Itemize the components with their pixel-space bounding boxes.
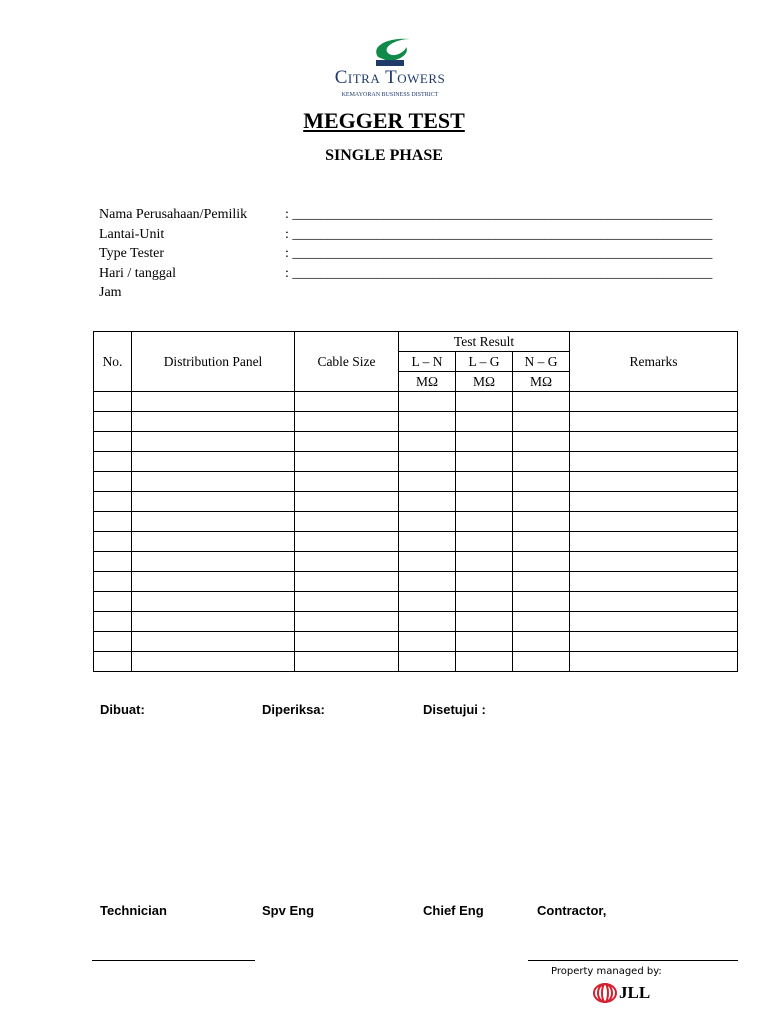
field-value[interactable]: : ____________________________________________________________ bbox=[285, 246, 713, 261]
table-row bbox=[94, 412, 738, 432]
field-label: Jam bbox=[99, 285, 122, 300]
table-cell[interactable] bbox=[456, 492, 513, 512]
unit-ng: MΩ bbox=[513, 372, 570, 392]
col-no: No. bbox=[94, 332, 132, 392]
page-subtitle: SINGLE PHASE bbox=[325, 147, 443, 164]
table-cell[interactable] bbox=[570, 432, 738, 452]
table-row bbox=[94, 592, 738, 612]
table-row bbox=[94, 512, 738, 532]
table-cell[interactable] bbox=[399, 612, 456, 632]
table-cell[interactable] bbox=[295, 412, 399, 432]
chief-label: Chief Eng bbox=[423, 903, 484, 918]
table-cell[interactable] bbox=[513, 512, 570, 532]
signature-line-technician bbox=[92, 960, 255, 961]
table-cell[interactable] bbox=[94, 632, 132, 652]
table-cell[interactable] bbox=[132, 552, 295, 572]
table-cell[interactable] bbox=[399, 492, 456, 512]
table-cell[interactable] bbox=[132, 432, 295, 452]
table-cell[interactable] bbox=[94, 392, 132, 412]
table-row bbox=[94, 432, 738, 452]
disetujui-label: Disetujui : bbox=[423, 702, 486, 717]
table-cell[interactable] bbox=[94, 612, 132, 632]
jll-logo bbox=[592, 983, 662, 1003]
table-cell[interactable] bbox=[456, 472, 513, 492]
signature-line-contractor bbox=[528, 960, 738, 961]
field-label: Type Tester bbox=[99, 246, 165, 261]
jll-text: JLL bbox=[619, 983, 651, 1002]
unit-lg: MΩ bbox=[456, 372, 513, 392]
table-cell[interactable] bbox=[399, 652, 456, 672]
table-cell[interactable] bbox=[513, 552, 570, 572]
table-cell[interactable] bbox=[513, 392, 570, 412]
table-row bbox=[94, 392, 738, 412]
table-cell[interactable] bbox=[94, 452, 132, 472]
table-row bbox=[94, 612, 738, 632]
table-cell[interactable] bbox=[570, 632, 738, 652]
table-cell[interactable] bbox=[513, 632, 570, 652]
field-row bbox=[99, 284, 739, 303]
table-cell[interactable] bbox=[399, 452, 456, 472]
spv-label: Spv Eng bbox=[262, 903, 315, 918]
col-ln: L – N bbox=[399, 352, 456, 372]
table-cell[interactable] bbox=[570, 592, 738, 612]
table-cell[interactable] bbox=[295, 452, 399, 472]
table-cell[interactable] bbox=[570, 412, 738, 432]
table-cell[interactable] bbox=[399, 412, 456, 432]
field-row bbox=[99, 245, 739, 264]
table-cell[interactable] bbox=[399, 572, 456, 592]
table-cell[interactable] bbox=[295, 432, 399, 452]
col-remarks: Remarks bbox=[570, 332, 738, 392]
table-row bbox=[94, 652, 738, 672]
table-cell[interactable] bbox=[456, 572, 513, 592]
table-cell[interactable] bbox=[513, 452, 570, 472]
table-cell[interactable] bbox=[399, 552, 456, 572]
dibuat-label: Dibuat: bbox=[100, 702, 145, 717]
col-ng: N – G bbox=[513, 352, 570, 372]
table-cell[interactable] bbox=[94, 492, 132, 512]
logo-swoosh-icon bbox=[310, 36, 470, 68]
table-cell[interactable] bbox=[570, 492, 738, 512]
table-cell[interactable] bbox=[570, 612, 738, 632]
table-cell[interactable] bbox=[295, 492, 399, 512]
table-cell[interactable] bbox=[132, 392, 295, 412]
table-cell[interactable] bbox=[295, 612, 399, 632]
table-cell[interactable] bbox=[295, 392, 399, 412]
table-cell[interactable] bbox=[399, 512, 456, 532]
table-cell[interactable] bbox=[513, 652, 570, 672]
table-cell[interactable] bbox=[132, 492, 295, 512]
field-label: Lantai-Unit bbox=[99, 226, 165, 242]
field-row bbox=[99, 206, 739, 225]
table-cell[interactable] bbox=[456, 612, 513, 632]
table-cell[interactable] bbox=[295, 512, 399, 532]
field-value[interactable]: : ____________________________________________________________ bbox=[285, 265, 713, 281]
table-cell[interactable] bbox=[570, 552, 738, 572]
field-row bbox=[99, 226, 739, 245]
table-cell[interactable] bbox=[456, 392, 513, 412]
table-cell[interactable] bbox=[513, 432, 570, 452]
table-cell[interactable] bbox=[132, 612, 295, 632]
table-cell[interactable] bbox=[513, 472, 570, 492]
jll-rings-icon bbox=[592, 983, 618, 1003]
table-row bbox=[94, 452, 738, 472]
table-cell[interactable] bbox=[513, 412, 570, 432]
table-cell[interactable] bbox=[399, 592, 456, 612]
table-cell[interactable] bbox=[94, 532, 132, 552]
table-cell[interactable] bbox=[570, 532, 738, 552]
table-cell[interactable] bbox=[456, 452, 513, 472]
table-cell[interactable] bbox=[456, 532, 513, 552]
col-lg: L – G bbox=[456, 352, 513, 372]
table-cell[interactable] bbox=[132, 572, 295, 592]
field-value[interactable]: : ____________________________________________________________ bbox=[285, 226, 713, 242]
page-title: MEGGER TEST bbox=[303, 108, 465, 133]
table-cell[interactable] bbox=[295, 592, 399, 612]
table-cell[interactable] bbox=[570, 652, 738, 672]
table-cell[interactable] bbox=[94, 512, 132, 532]
table-cell[interactable] bbox=[132, 452, 295, 472]
table-cell[interactable] bbox=[295, 552, 399, 572]
table-cell[interactable] bbox=[94, 572, 132, 592]
table-cell[interactable] bbox=[399, 392, 456, 412]
table-cell[interactable] bbox=[570, 512, 738, 532]
table-cell[interactable] bbox=[132, 652, 295, 672]
table-cell[interactable] bbox=[132, 512, 295, 532]
table-cell[interactable] bbox=[456, 632, 513, 652]
table-cell[interactable] bbox=[295, 652, 399, 672]
table-cell[interactable] bbox=[513, 532, 570, 552]
field-value[interactable]: : ____________________________________________________________ bbox=[285, 207, 713, 222]
table-cell[interactable] bbox=[132, 472, 295, 492]
table-cell[interactable] bbox=[295, 632, 399, 652]
logo-subtitle: KEMAYORAN BUSINESS DISTRICT bbox=[341, 92, 439, 98]
contractor-label: Contractor, bbox=[537, 903, 607, 918]
table-cell[interactable] bbox=[295, 572, 399, 592]
table-row bbox=[94, 572, 738, 592]
table-cell[interactable] bbox=[570, 392, 738, 412]
table-cell[interactable] bbox=[456, 592, 513, 612]
field-label: Nama Perusahaan/Pemilik bbox=[99, 207, 248, 222]
field-label: Hari / tanggal bbox=[99, 265, 176, 281]
table-cell[interactable] bbox=[513, 612, 570, 632]
table-cell[interactable] bbox=[456, 432, 513, 452]
table-cell[interactable] bbox=[570, 472, 738, 492]
col-panel: Distribution Panel bbox=[132, 332, 295, 392]
table-cell[interactable] bbox=[456, 652, 513, 672]
table-cell[interactable] bbox=[94, 432, 132, 452]
table-cell[interactable] bbox=[399, 472, 456, 492]
table-cell[interactable] bbox=[570, 572, 738, 592]
table-row bbox=[94, 492, 738, 512]
table-cell[interactable] bbox=[132, 592, 295, 612]
table-cell[interactable] bbox=[94, 652, 132, 672]
table-cell[interactable] bbox=[132, 412, 295, 432]
table-cell[interactable] bbox=[456, 512, 513, 532]
table-row bbox=[94, 532, 738, 552]
unit-ln: MΩ bbox=[399, 372, 456, 392]
diperiksa-label: Diperiksa: bbox=[262, 702, 325, 717]
table-cell[interactable] bbox=[513, 572, 570, 592]
table-cell[interactable] bbox=[399, 432, 456, 452]
logo-brand: Citra Towers bbox=[334, 67, 446, 88]
table-cell[interactable] bbox=[132, 532, 295, 552]
megger-table bbox=[93, 331, 738, 672]
table-row bbox=[94, 552, 738, 572]
table-cell[interactable] bbox=[399, 532, 456, 552]
table-cell[interactable] bbox=[94, 552, 132, 572]
table-cell[interactable] bbox=[570, 452, 738, 472]
technician-label: Technician bbox=[100, 903, 167, 918]
table-cell[interactable] bbox=[513, 492, 570, 512]
table-cell[interactable] bbox=[456, 552, 513, 572]
table-row bbox=[94, 632, 738, 652]
table-cell[interactable] bbox=[94, 472, 132, 492]
table-cell[interactable] bbox=[513, 592, 570, 612]
table-cell[interactable] bbox=[399, 632, 456, 652]
table-row bbox=[94, 472, 738, 492]
table-cell[interactable] bbox=[295, 532, 399, 552]
field-row bbox=[99, 265, 739, 284]
citra-towers-logo bbox=[310, 36, 470, 102]
col-cable: Cable Size bbox=[295, 332, 399, 392]
managed-by-text: Property managed by: bbox=[551, 966, 662, 977]
table-cell[interactable] bbox=[94, 412, 132, 432]
table-cell[interactable] bbox=[456, 412, 513, 432]
table-cell[interactable] bbox=[295, 472, 399, 492]
table-cell[interactable] bbox=[132, 632, 295, 652]
col-test-result: Test Result bbox=[399, 332, 570, 352]
table-cell[interactable] bbox=[94, 592, 132, 612]
